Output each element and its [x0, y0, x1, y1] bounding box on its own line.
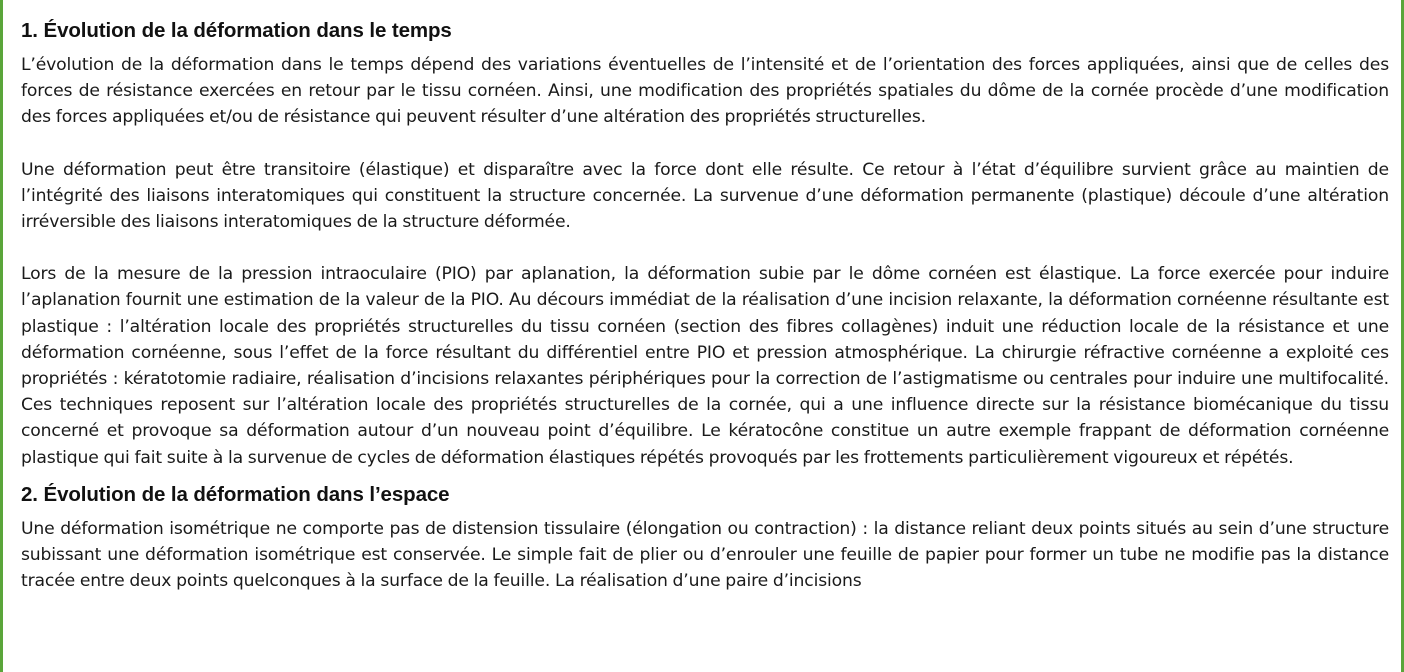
section-1-paragraph-1: L’évolution de la déformation dans le temps dépend des variations éventuelles de l’intensité et de l’orientation des forces appliquées, ainsi que de celles des forces de résistance exercées en retour par le tissu cornéen. Ainsi, une modification des propriétés spatiales du dôme de la cornée procède d’une modification des forces appliquées et/ou de résistance qui peuvent résulter d’une altération des propriétés structurelles. [21, 55, 1389, 128]
document-body [21, 17, 1389, 594]
section-1-paragraph-2: Une déformation peut être transitoire (élastique) et disparaître avec la force dont elle résulte. Ce retour à l’état d’équilibre survient grâce au maintien de l’intégrité des liaisons interatomiques qui constituent la structure concernée. La survenue d’une déformation permanente (plastique) découle d’une altération irréversible des liaisons interatomiques de la structure déformée. [21, 159, 1389, 233]
section-2-paragraph-1: Une déformation isométrique ne comporte pas de distension tissulaire (élongation ou contraction) : la distance reliant deux points situés au sein d’une structure subissant une déformation isométrique est conservée. Le simple fait de plier ou d’enrouler une feuille de papier pour former un tube ne modifie pas la distance tracée entre deux points quelconques à la surface de la feuille. La réalisation d’une paire d’incisions [21, 518, 1389, 592]
section-2-heading: 2. Évolution de la déformation dans l’espace [21, 482, 450, 506]
section-1-heading: 1. Évolution de la déformation dans le temps [21, 19, 452, 42]
section-1-paragraph-3: Lors de la mesure de la pression intraoculaire (PIO) par aplanation, la déformation subie par le dôme cornéen est élastique. La force exercée pour induire l’aplanation fournit une estimation de la valeur de la PIO. Au décours immédiat de la réalisation d’une incision relaxante, la déformation cornéenne résultante est plastique : l’altération locale des propriétés structurelles du tissu cornéen (section des fibres collagènes) induit une réduction locale de la résistance et une déformation cornéenne, sous l’effet de la force résultant du différentiel entre PIO et pression atmosphérique. La chirurgie réfractive cornéenne a exploité ces propriétés : kératotomie radiaire, réalisation d’incisions relaxantes périphériques pour la correction de l’astigmatisme ou centrales pour induire une multifocalité. Ces techniques reposent sur l’altération locale des propriétés structurelles de la cornée, qui a une influence directe sur la résistance biomécanique du tissu concerné et provoque sa déformation autour d’un nouveau point d’équilibre. Le kératocône constitue un autre exemple frappant de déformation cornéenne plastique qui fait suite à la survenue de cycles de déformation élastiques répétés provoqués par les frottements particulièrement vigoureux et répétés. [21, 264, 1389, 468]
